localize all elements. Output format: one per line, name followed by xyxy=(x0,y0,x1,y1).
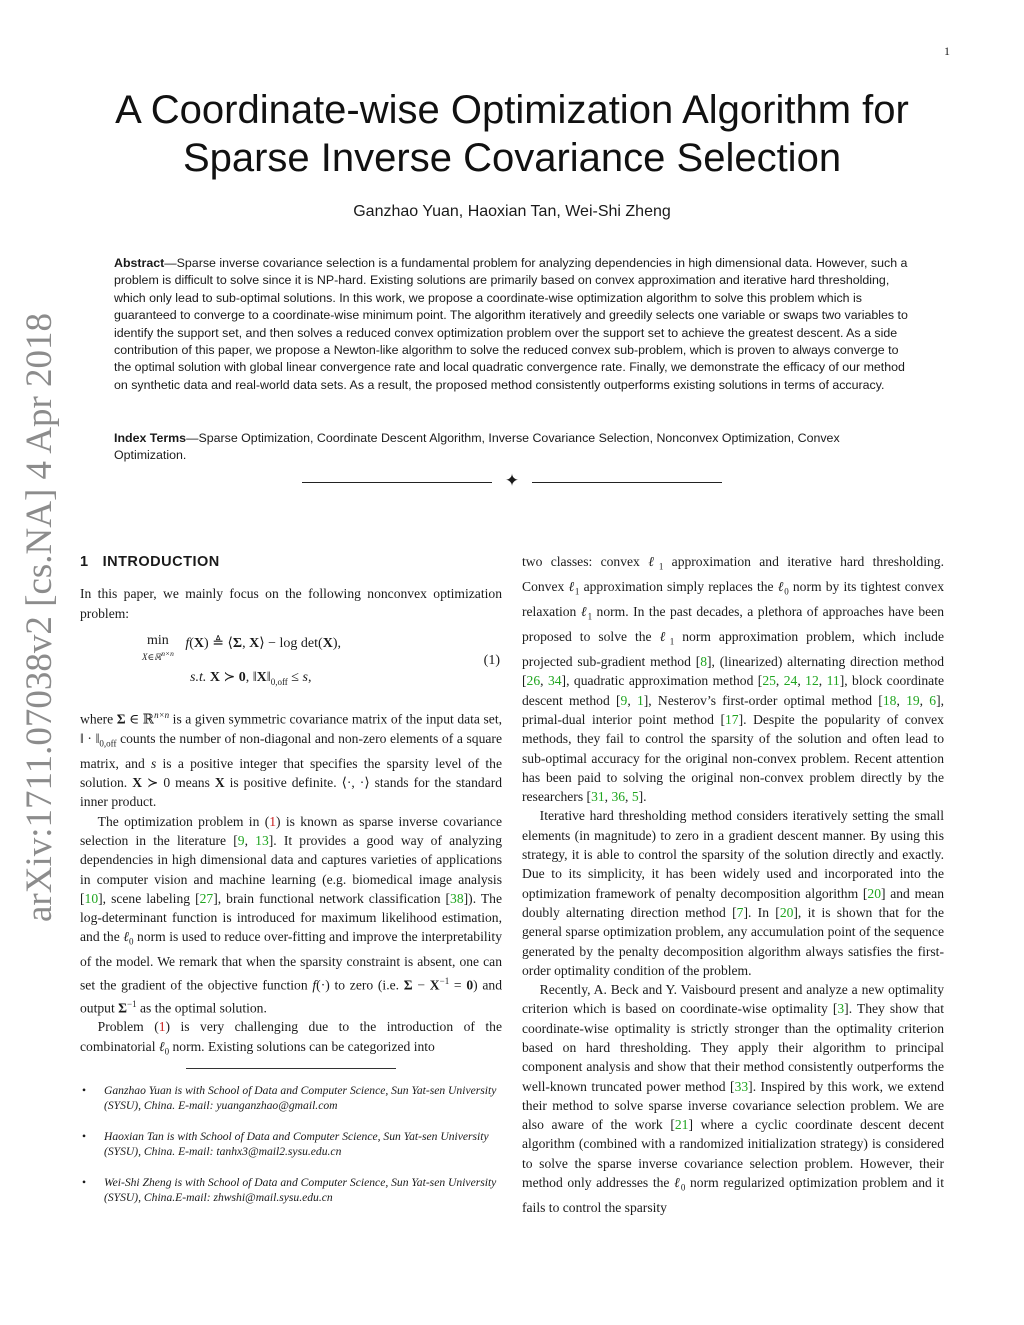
bullet-icon: • xyxy=(82,1083,87,1097)
citation-link[interactable]: 33 xyxy=(734,1078,749,1094)
citation-link[interactable]: 5 xyxy=(631,789,639,805)
citation-link[interactable]: 34 xyxy=(547,673,562,689)
citation-link[interactable]: 24 xyxy=(783,673,798,689)
body-paragraph: Problem (1) is very challenging due to the introduction of the combinatorial ℓ$_0$ norm. Existing solutions can be categorized into xyxy=(80,1019,503,1057)
index-terms xyxy=(114,430,914,465)
definition-paragraph: where Σ ∈ ℝ$^{n\times n}$ is a given symmetric covariance matrix of the input data set, ‖ · $‖_{0,off}$ counts the number of non-diagonal and non-zero elements of a square matrix, and s is a positive integer that specifies the sparsity level of the solution. X ≻ 0 means X is positive definite. ⟨·, ·⟩ stands for the standard inner product. xyxy=(80,709,503,810)
citation-link[interactable]: 7 xyxy=(736,904,744,920)
section-heading xyxy=(80,553,502,572)
citation-link[interactable]: 13 xyxy=(255,832,269,848)
equation-objective: min X∈ℝ$^{n\times n}$ f(X) ≜ ⟨Σ, X⟩ − log det(X), xyxy=(142,632,341,662)
citation-link[interactable]: 38 xyxy=(450,890,464,906)
citation-link[interactable]: 25 xyxy=(762,673,776,689)
page-number: 1 xyxy=(944,44,950,58)
citation-link[interactable]: 9 xyxy=(620,692,628,708)
citation-link[interactable]: 17 xyxy=(724,711,739,727)
footnote-author-3: • Wei-Shi Zheng is with School of Data and Computer Science, Sun Yat-sen University (SYSU), China.E-mail: zhwshi@mail.sysu.edu.cn xyxy=(82,1175,497,1205)
equation-ref[interactable]: 1 xyxy=(158,1019,166,1035)
citation-link[interactable]: 20 xyxy=(867,885,881,901)
footnote-author-2: • Haoxian Tan is with School of Data and Computer Science, Sun Yat-sen University (SYSU), China. E-mail: tanhx3@mail2.sysu.edu.cn xyxy=(82,1129,489,1159)
diamond-icon: ✦ xyxy=(504,471,520,490)
footnote-author-1: • Ganzhao Yuan is with School of Data and Computer Science, Sun Yat-sen University (SYSU), China. E-mail: yuanganzhao@gmail.com xyxy=(82,1083,497,1113)
citation-link[interactable]: 21 xyxy=(674,1117,689,1133)
citation-link[interactable]: 6 xyxy=(929,692,937,708)
section-title: INTRODUCTION xyxy=(102,554,220,570)
abstract-label: Abstract xyxy=(114,256,165,270)
citation-link[interactable]: 9 xyxy=(237,832,245,848)
index-terms-label: Index Terms xyxy=(114,431,187,445)
index-terms-text: —Sparse Optimization, Coordinate Descent Algorithm, Inverse Covariance Selection, Nonconvex Optimization, Convex Optimization. xyxy=(114,431,840,463)
footnote-rule xyxy=(186,1068,396,1069)
body-paragraph: Recently, A. Beck and Y. Vaisbourd present and analyze a new optimality criterion which is based on coordinate-wise optimality [3]. They show that coordinate-wise optimality is strictly stronger than the optimality criterion based on hard thresholding. They apply their algorithm to principal component analysis and show that their method consistently outperforms the well-known truncated power method [33]. Inspired by this work, we extend their method to solve sparse inverse covariance selection problem. We are also aware of the work [21] where a cyclic coordinate descent decent algorithm (combined with a randomized initialization strategy) is considered to solve the sparse inverse covariance selection problem. However, their method only addresses the ℓ$_0$ norm regularized optimization problem and it fails to control the sparsity xyxy=(522,982,945,1216)
citation-link[interactable]: 1 xyxy=(636,692,644,708)
equation-number: (1) xyxy=(483,652,500,668)
right-column xyxy=(522,552,944,1217)
equation-ref[interactable]: 1 xyxy=(269,813,277,829)
bullet-icon: • xyxy=(82,1175,87,1189)
authors: Ganzhao Yuan, Haoxian Tan, Wei-Shi Zheng xyxy=(353,203,671,220)
equation-constraint: s.t. X ≻ 0, $‖X‖_{0,off} \le s$, xyxy=(190,669,312,687)
citation-link[interactable]: 19 xyxy=(906,692,920,708)
abstract-text: —Sparse inverse covariance selection is a fundamental problem for analyzing dependencies in high dimensional data. However, such a problem is difficult to solve since it is NP-hard. Existing solutions are primarily based on convex approximation and iterative hard thresholding, which only lead to sub-optimal solutions. In this work, we propose a coordinate-wise optimization algorithm to solve this problem which is guaranteed to converge to a coordinate-wise minimum point. The algorithm iteratively and greedily selects one variable or swaps two variables to identify the support set, and then solves a reduced convex optimization problem over the support set to achieve the greatest descent. As a side contribution of this paper, we propose a Newton-like algorithm to solve the reduced convex sub-problem, which is proven to always converge to the optimal solution with global linear convergence rate and local quadratic convergence rate. Finally, we demonstrate the efficacy of our method on synthetic data and real-world data sets. As a result, the proposed method consistently outperforms existing solutions in terms of accuracy. xyxy=(114,256,908,392)
citation-link[interactable]: 11 xyxy=(826,673,840,689)
title-line-1: A Coordinate-wise Optimization Algorithm for xyxy=(115,88,909,132)
paper-title xyxy=(70,86,954,182)
arxiv-stamp: arXiv:1711.07038v2 [cs.NA] 4 Apr 2018 xyxy=(19,312,60,922)
divider-rule-left xyxy=(302,482,492,483)
abstract xyxy=(114,255,914,394)
citation-link[interactable]: 26 xyxy=(526,673,541,689)
left-column xyxy=(80,552,502,1221)
equation-1 xyxy=(80,634,502,694)
citation-link[interactable]: 3 xyxy=(837,1001,845,1017)
section-divider xyxy=(302,473,722,493)
citation-link[interactable]: 18 xyxy=(882,692,897,708)
section-number: 1 xyxy=(80,554,89,570)
bullet-icon: • xyxy=(82,1129,87,1143)
citation-link[interactable]: 36 xyxy=(611,789,626,805)
body-paragraph: The optimization problem in (1) is known as sparse inverse covariance selection in the literature [9, 13]. It provides a good way of analyzing dependencies in high dimensional data and captures varieties of applications in computer vision and machine learning (e.g. biomedical image analysis [10], scene labeling [27], brain functional network classification [38]). The log-determinant function is introduced for maximum likelihood estimation, and the ℓ$_0$ norm is used to reduce over-fitting and improve the interpretability of the model. We remark that when the sparsity constraint is absent, one can set the gradient of the objective function f(·) to zero (i.e. $\Sigma - X^{-1} = 0$) and output $\Sigma^{-1}$ as the optimal solution. xyxy=(80,813,503,1016)
citation-link[interactable]: 27 xyxy=(199,890,214,906)
citation-link[interactable]: 8 xyxy=(700,654,708,670)
divider-rule-right xyxy=(532,482,722,483)
citation-link[interactable]: 10 xyxy=(84,890,99,906)
citation-link[interactable]: 20 xyxy=(779,904,794,920)
title-line-2: Sparse Inverse Covariance Selection xyxy=(182,136,842,180)
body-paragraph: Iterative hard thresholding method considers iteratively setting the small elements (in magnitude) to zero in a gradient descent manner. By using this strategy, it is able to control the sparsity of the solution directly and exactly. Due to its simplicity, it has been widely used and incorporated into the optimization framework of penalty decomposition algorithm [20] and mean doubly alternating direction method [7]. In [20], it is shown that for the general sparse optimization problem, any accumulation point of the sequence generated by the penalty decomposition algorithm always satisfies the first-order optimality condition of the problem. xyxy=(522,808,945,978)
citation-link[interactable]: 12 xyxy=(805,673,819,689)
body-paragraph: two classes: convex ℓ$_1$ approximation and iterative hard thresholding. Convex ℓ$_1$ approximation simply replaces the ℓ$_0$ norm by its tightest convex relaxation ℓ$_1$ norm. In the past decades, a plethora of approaches have been proposed to solve the ℓ$_1$ norm approximation problem, which include projected sub-gradient method [8], (linearized) alternating direction method [26, 34], quadratic approximation method [25, 24, 12, 11], block coordinate descent method [9, 1], Nesterov’s first-order optimal method [18, 19, 6], primal-dual interior point method [17]. Despite the popularity of convex methods, they fail to control the sparsity of the solution and often lead to sub-optimal accuracy for the original non-convex problem. Recent attention has been paid to solving the original non-convex problem directly by the researchers [31, 36, 5]. xyxy=(522,554,945,805)
intro-paragraph: In this paper, we mainly focus on the following nonconvex optimization problem: xyxy=(80,586,502,621)
citation-link[interactable]: 31 xyxy=(591,789,605,805)
